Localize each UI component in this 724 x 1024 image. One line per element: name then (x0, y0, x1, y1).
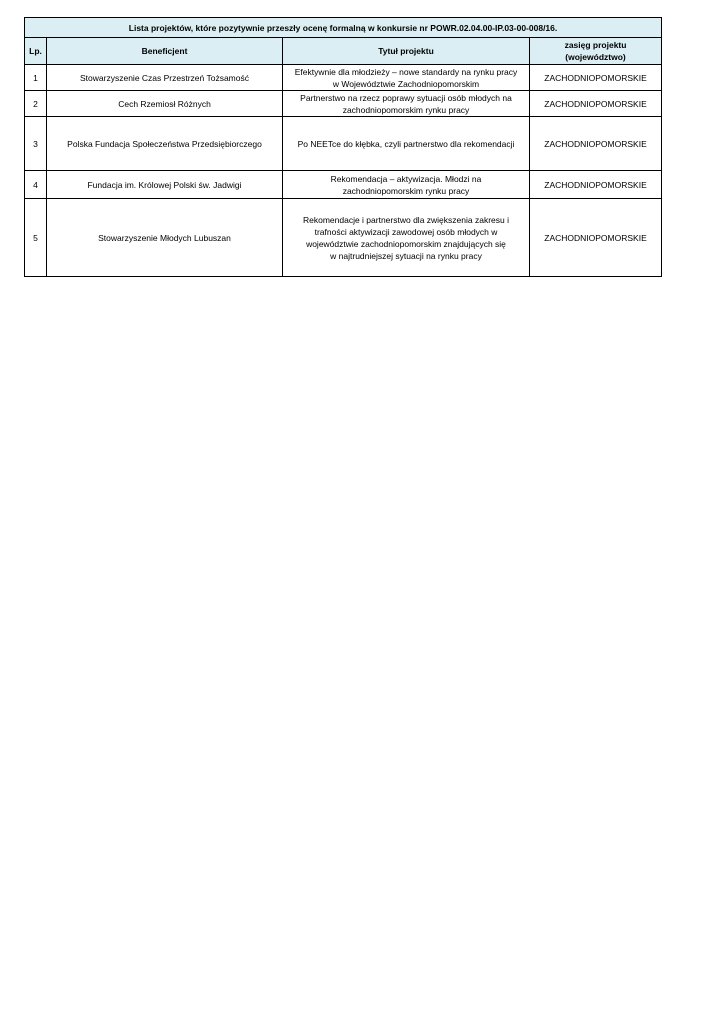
table-row (25, 117, 662, 171)
cell-zasieg: ZACHODNIOPOMORSKIE (530, 171, 662, 199)
tytul-line: Efektywnie dla młodzieży – nowe standardy na rynku pracy (294, 66, 518, 77)
projects-table (24, 17, 662, 277)
tytul-line: w najtrudniejszej sytuacji na rynku pracy (330, 250, 482, 261)
cell-zasieg: ZACHODNIOPOMORSKIE (530, 91, 662, 117)
cell-lp: 3 (25, 117, 47, 171)
cell-beneficjent: Fundacja im. Królowej Polski św. Jadwigi (47, 171, 283, 199)
cell-zasieg: ZACHODNIOPOMORSKIE (530, 199, 662, 277)
table-title-row (25, 18, 662, 38)
tytul-line: zachodniopomorskim rynku pracy (342, 185, 470, 196)
table-row (25, 199, 662, 277)
cell-beneficjent: Polska Fundacja Społeczeństwa Przedsiębiorczego (47, 117, 283, 171)
cell-beneficjent: Stowarzyszenie Czas Przestrzeń Tożsamość (47, 65, 283, 91)
tytul-line: Partnerstwo na rzecz poprawy sytuacji osób młodych na (300, 92, 512, 103)
table-row (25, 91, 662, 117)
cell-beneficjent: Stowarzyszenie Młodych Lubuszan (47, 199, 283, 277)
cell-lp: 5 (25, 199, 47, 277)
header-tytul: Tytuł projektu (283, 38, 530, 65)
table-header-row (25, 38, 662, 65)
cell-beneficjent: Cech Rzemiosł Różnych (47, 91, 283, 117)
cell-tytul (283, 117, 530, 171)
cell-zasieg: ZACHODNIOPOMORSKIE (530, 65, 662, 91)
cell-lp: 2 (25, 91, 47, 117)
tytul-line: trafności aktywizacji zawodowej osób młodych w (314, 226, 498, 237)
cell-tytul (283, 199, 530, 277)
header-zasieg-line1: zasięg projektu (564, 40, 627, 50)
tytul-line: województwie zachodniopomorskim znajdujących się (306, 238, 506, 249)
cell-tytul (283, 171, 530, 199)
tytul-line: Rekomendacje i partnerstwo dla zwiększenia zakresu i (303, 214, 509, 225)
table-row (25, 65, 662, 91)
header-zasieg (530, 38, 662, 65)
tytul-line: Po NEETce do kłębka, czyli partnerstwo dla rekomendacji (297, 138, 515, 149)
tytul-line: Rekomendacja – aktywizacja. Młodzi na (330, 173, 482, 184)
table-title: Lista projektów, które pozytywnie przeszły ocenę formalną w konkursie nr POWR.02.04.00-IP.03-00-008/16. (25, 18, 662, 38)
cell-lp: 1 (25, 65, 47, 91)
cell-tytul (283, 65, 530, 91)
tytul-line: w Województwie Zachodniopomorskim (332, 78, 480, 89)
cell-lp: 4 (25, 171, 47, 199)
tytul-line: zachodniopomorskim rynku pracy (342, 104, 470, 115)
table-row (25, 171, 662, 199)
cell-zasieg: ZACHODNIOPOMORSKIE (530, 117, 662, 171)
cell-tytul (283, 91, 530, 117)
header-lp: Lp. (25, 38, 47, 65)
header-beneficjent: Beneficjent (47, 38, 283, 65)
header-zasieg-line2: (województwo) (565, 52, 626, 62)
